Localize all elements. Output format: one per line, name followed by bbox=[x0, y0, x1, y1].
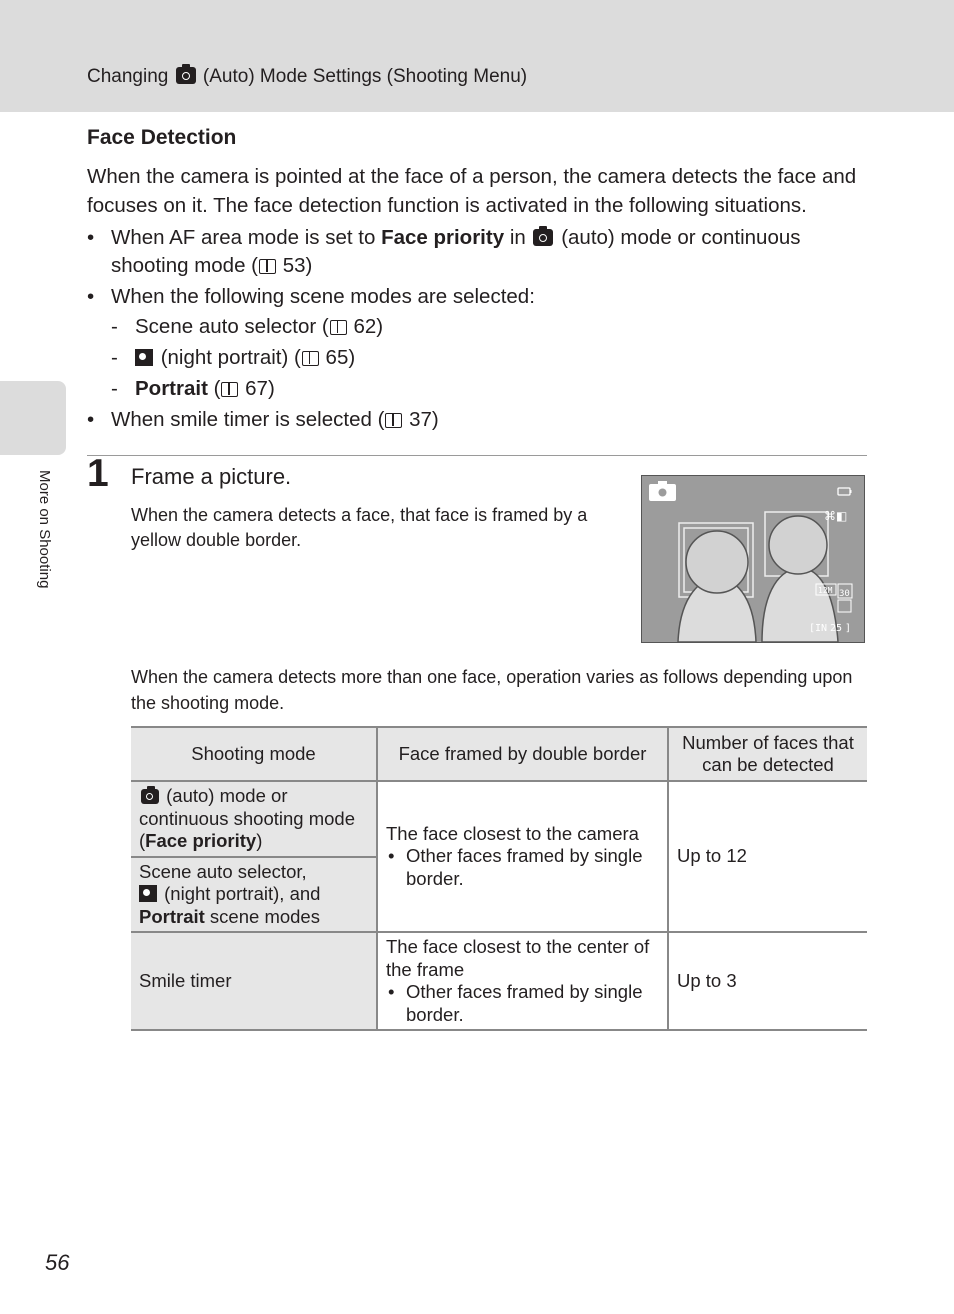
monitor-graphic bbox=[642, 476, 864, 642]
cell-list bbox=[386, 981, 659, 1026]
cell-text: (night portrait), and bbox=[164, 883, 321, 904]
step-number: 1 bbox=[87, 452, 109, 495]
cell-text: scene modes bbox=[204, 905, 320, 927]
list-item bbox=[87, 406, 877, 434]
person-head-2 bbox=[769, 516, 827, 574]
bullet-text: When the following scene modes are selected: bbox=[111, 285, 535, 308]
cell-double-border bbox=[377, 781, 668, 932]
activation-list bbox=[87, 224, 877, 437]
camera-monitor-illustration bbox=[641, 475, 865, 643]
list-item bbox=[87, 283, 877, 403]
page-reference: 37) bbox=[409, 408, 439, 431]
bullet-text: (night portrait) ( bbox=[160, 346, 301, 369]
list-item: • Other faces framed by single border. bbox=[386, 845, 659, 890]
vr-icon: ⌘◧ bbox=[824, 509, 848, 523]
face-detection-table bbox=[131, 726, 867, 1031]
list-item bbox=[87, 224, 877, 280]
bullet-text: (auto) mode or continuous shooting mode ( bbox=[111, 226, 801, 277]
bullet-bold: Face priority bbox=[381, 226, 505, 249]
page-reference: 62) bbox=[353, 315, 384, 338]
column-header-shooting-mode: Shooting mode bbox=[131, 727, 377, 781]
cell-face-count: Up to 3 bbox=[668, 932, 867, 1030]
book-reference-icon bbox=[385, 413, 402, 428]
bullet-text: When AF area mode is set to bbox=[111, 226, 376, 249]
person-head-1 bbox=[686, 531, 748, 593]
bullet-bold: Portrait bbox=[135, 377, 208, 400]
table-row bbox=[131, 781, 867, 857]
header-title-prefix: Changing bbox=[87, 66, 169, 87]
cell-shooting-mode bbox=[131, 857, 377, 933]
cell-text: Scene auto selector, bbox=[139, 860, 307, 882]
page-reference: 53) bbox=[282, 254, 313, 277]
bullet-text: When smile timer is selected ( bbox=[111, 408, 385, 431]
cell-double-border bbox=[377, 932, 668, 1030]
svg-text:]: ] bbox=[845, 623, 852, 634]
header-title bbox=[87, 66, 527, 88]
scene-mode-list bbox=[111, 313, 877, 403]
multi-face-paragraph: When the camera detects more than one face, operation varies as follows depending upon the shooting mode. bbox=[131, 667, 853, 713]
side-tab-label: More on Shooting bbox=[36, 470, 53, 589]
cell-shooting-mode bbox=[131, 781, 377, 857]
step-title: Frame a picture. bbox=[131, 464, 292, 489]
book-reference-icon bbox=[259, 259, 276, 274]
list-item bbox=[111, 344, 877, 372]
camera-auto-icon bbox=[533, 229, 553, 246]
table-row bbox=[131, 932, 867, 1030]
book-reference-icon bbox=[302, 351, 319, 366]
iso-label: 30 bbox=[839, 589, 850, 599]
table-header-row bbox=[131, 727, 867, 781]
page-header bbox=[0, 0, 954, 112]
bullet-text: ( bbox=[207, 377, 221, 400]
intro-paragraph: When the camera is pointed at the face of a person, the camera detects the face and focuses on it. The face detection function is activated in the following situations. bbox=[87, 165, 857, 217]
cell-list bbox=[386, 845, 659, 890]
cell-bold: Face priority bbox=[145, 830, 257, 851]
camera-auto-icon bbox=[141, 789, 159, 804]
book-reference-icon bbox=[221, 382, 238, 397]
step-description: When the camera detects a face, that face is framed by a yellow double border. bbox=[131, 505, 588, 550]
page-number: 56 bbox=[45, 1250, 70, 1275]
page-reference: 67) bbox=[245, 377, 275, 400]
night-portrait-icon bbox=[139, 885, 157, 902]
page-reference: 65) bbox=[325, 346, 356, 369]
section-divider bbox=[87, 455, 867, 456]
quality-label: 12M bbox=[818, 586, 833, 595]
section-title: Face Detection bbox=[87, 126, 237, 149]
header-title-suffix: (Auto) Mode Settings (Shooting Menu) bbox=[202, 66, 528, 87]
cell-face-count: Up to 12 bbox=[668, 781, 867, 932]
cell-text: The face closest to the camera bbox=[386, 822, 639, 844]
side-tab bbox=[0, 381, 66, 455]
cell-text: (auto) mode or continuous shooting mode ( bbox=[139, 785, 355, 851]
cell-text: The face closest to the center of the frame bbox=[386, 936, 650, 980]
list-item: • Other faces framed by single border. bbox=[386, 981, 659, 1026]
column-header-double-border: Face framed by double border bbox=[377, 727, 668, 781]
book-reference-icon bbox=[330, 320, 347, 335]
list-item bbox=[111, 313, 877, 341]
list-item bbox=[111, 375, 877, 403]
cell-bold: Portrait bbox=[139, 905, 205, 927]
column-header-face-count: Number of faces that can be detected bbox=[668, 727, 867, 781]
memory-icon: [IN bbox=[809, 623, 828, 634]
bullet-text: Scene auto selector ( bbox=[135, 315, 329, 338]
cell-shooting-mode: Smile timer bbox=[131, 932, 377, 1030]
camera-auto-icon bbox=[176, 67, 196, 84]
cell-text: ) bbox=[256, 830, 263, 851]
night-portrait-icon bbox=[135, 349, 153, 366]
remaining-exposures: 25 bbox=[830, 623, 843, 634]
bullet-text: in bbox=[509, 226, 526, 249]
